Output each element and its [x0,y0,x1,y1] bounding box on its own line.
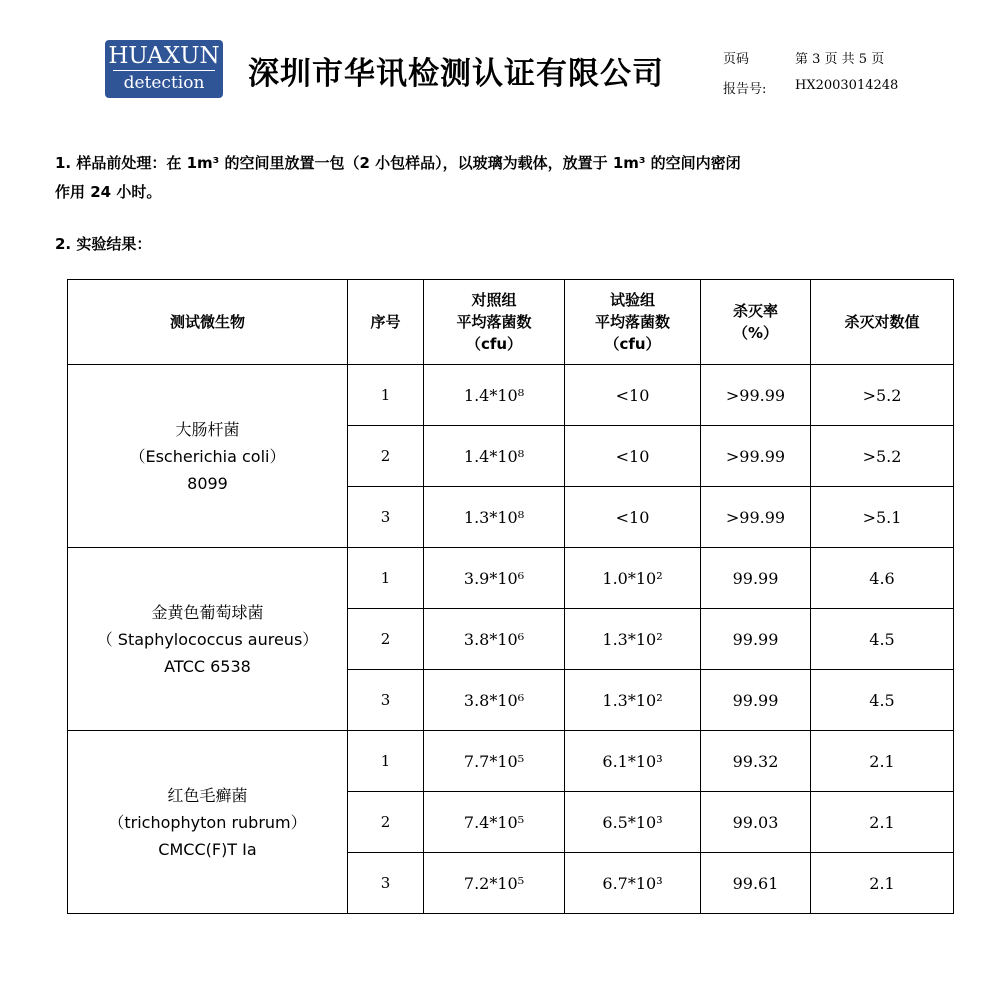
report-info [723,78,899,97]
organism-cell: 金黄色葡萄球菌 （ Staphylococcus aureus） ATCC 6538 [68,548,348,731]
seq-cell: 1 [348,548,424,609]
organism-cell: 大肠杆菌 （Escherichia coli） 8099 [68,365,348,548]
log-cell: 2.1 [811,853,954,914]
log-cell: 4.5 [811,609,954,670]
control-cell: 7.4*10⁵ [424,792,565,853]
log-cell: >5.1 [811,487,954,548]
log-cell: >5.2 [811,426,954,487]
header-control: 对照组 平均落菌数 （cfu） [424,280,565,365]
seq-cell: 3 [348,853,424,914]
test-cell: 6.5*10³ [565,792,701,853]
table-row [68,731,954,792]
control-cell: 1.4*10⁸ [424,365,565,426]
log-cell: >5.2 [811,365,954,426]
kill-rate-cell: 99.32 [701,731,811,792]
table-row [68,365,954,426]
page-value: 第 3 页 共 5 页 [795,52,885,67]
control-cell: 3.8*10⁶ [424,609,565,670]
test-cell: <10 [565,426,701,487]
report-label: 报告号: [723,82,767,97]
kill-rate-cell: 99.99 [701,548,811,609]
results-heading: 2. 实验结果： [55,235,152,253]
header-seq: 序号 [348,280,424,365]
page-info [723,48,885,67]
company-logo [105,40,223,98]
control-cell: 3.8*10⁶ [424,670,565,731]
report-number: HX2003014248 [795,78,899,93]
results-table [67,279,954,914]
test-cell: <10 [565,487,701,548]
seq-cell: 3 [348,670,424,731]
log-cell: 2.1 [811,792,954,853]
control-cell: 1.3*10⁸ [424,487,565,548]
header-kill-rate: 杀灭率 （%） [701,280,811,365]
kill-rate-cell: >99.99 [701,487,811,548]
pretreatment-text-line1: 1. 样品前处理：在 1m³ 的空间里放置一包（2 小包样品），以玻璃为载体，放置于 1m³ 的空间内密闭 [55,154,741,172]
log-cell: 4.6 [811,548,954,609]
header-test: 试验组 平均落菌数 （cfu） [565,280,701,365]
test-cell: 1.0*10² [565,548,701,609]
seq-cell: 2 [348,609,424,670]
header-organism: 测试微生物 [68,280,348,365]
test-cell: 1.3*10² [565,609,701,670]
control-cell: 7.2*10⁵ [424,853,565,914]
seq-cell: 2 [348,426,424,487]
table-header-row [68,280,954,365]
seq-cell: 2 [348,792,424,853]
test-cell: 1.3*10² [565,670,701,731]
control-cell: 7.7*10⁵ [424,731,565,792]
company-name: 深圳市华讯检测认证有限公司 [248,56,664,92]
header-log-value: 杀灭对数值 [811,280,954,365]
logo-text-top: HUAXUN [108,43,220,69]
control-cell: 1.4*10⁸ [424,426,565,487]
pretreatment-text-line2: 作用 24 小时。 [55,183,162,201]
seq-cell: 1 [348,731,424,792]
seq-cell: 3 [348,487,424,548]
kill-rate-cell: >99.99 [701,426,811,487]
test-cell: 6.1*10³ [565,731,701,792]
kill-rate-cell: 99.03 [701,792,811,853]
log-cell: 4.5 [811,670,954,731]
control-cell: 3.9*10⁶ [424,548,565,609]
seq-cell: 1 [348,365,424,426]
kill-rate-cell: 99.61 [701,853,811,914]
kill-rate-cell: 99.99 [701,670,811,731]
page-label: 页码 [723,52,750,67]
table-row [68,548,954,609]
kill-rate-cell: >99.99 [701,365,811,426]
test-cell: <10 [565,365,701,426]
test-cell: 6.7*10³ [565,853,701,914]
logo-text-bottom: detection [123,73,205,93]
kill-rate-cell: 99.99 [701,609,811,670]
log-cell: 2.1 [811,731,954,792]
organism-cell: 红色毛癣菌 （trichophyton rubrum） CMCC(F)T Ia [68,731,348,914]
